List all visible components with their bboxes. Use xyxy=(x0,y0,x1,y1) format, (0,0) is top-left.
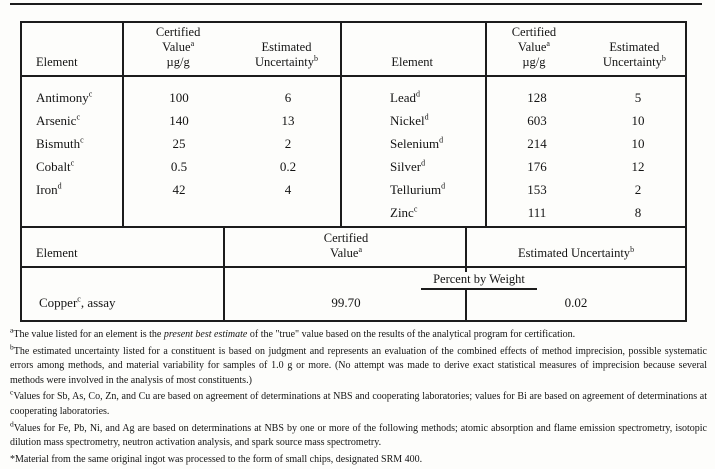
header-label: Estimated xyxy=(609,40,660,54)
certified-value: 99.70 xyxy=(331,295,361,310)
element-name: Cobalt$^c$ xyxy=(36,158,75,174)
half-divider xyxy=(340,23,342,226)
certified-value: 128 xyxy=(527,90,547,105)
certified-value: 100 xyxy=(169,90,189,105)
uncertainty-value: 5 xyxy=(634,90,642,105)
table-row xyxy=(22,155,342,178)
element-name: Copper$^c$, assay xyxy=(39,294,116,310)
certified-value: 153 xyxy=(527,182,547,197)
element-name: Iron$^d$ xyxy=(36,181,62,197)
element-name: Lead$^d$ xyxy=(390,89,420,105)
table-row xyxy=(342,178,689,201)
uncertainty-value: 10 xyxy=(631,136,645,151)
header-uncertainty-right xyxy=(584,23,685,75)
header-uncertainty xyxy=(467,228,685,266)
uncertainty-value: 4 xyxy=(284,182,292,197)
certified-value: 42 xyxy=(172,182,186,197)
header-certified-left xyxy=(123,23,232,75)
header-certified-right xyxy=(484,23,583,75)
assay-header-row xyxy=(22,228,685,268)
uncertainty-value: 6 xyxy=(284,90,292,105)
table-row xyxy=(342,86,689,109)
footnote-d: $^d$Values for Fe, Pb, Ni, and Ag are based on determinations at NBS by one or more of the following methods; atomic absorption and flame emission spectrometry, isotopic dilution mass spectrometry, neutron activation analysis, and spark source mass spectrometry. xyxy=(10,419,707,449)
header-element xyxy=(22,228,225,266)
table-row xyxy=(22,86,342,109)
element-name: Zinc$^c$ xyxy=(390,204,418,220)
certified-value: 111 xyxy=(527,205,547,220)
header-label: Element xyxy=(391,55,434,69)
footnote-a: $^a$The value listed for an element is the present best estimate of the "true" value based on the results of the analytical program for certification. xyxy=(10,325,576,340)
certified-value: 176 xyxy=(527,159,547,174)
uncertainty-value: 2 xyxy=(634,182,642,197)
header-element-right xyxy=(340,23,484,75)
element-name: Bismuth$^c$ xyxy=(36,135,84,151)
table-row xyxy=(22,132,342,155)
header-label: Element xyxy=(36,246,78,260)
header-label: Uncertainty$^b$ xyxy=(602,53,666,69)
percent-by-weight-label: Percent by Weight xyxy=(223,272,689,290)
header-label: Certified xyxy=(323,231,369,245)
uncertainty-value: 8 xyxy=(634,205,642,220)
header-label: Value$^a$ xyxy=(517,38,550,54)
footnote-marker: c xyxy=(10,388,14,398)
uncertainty-value: 10 xyxy=(631,113,645,128)
uncertainty-value: 0.02 xyxy=(564,295,588,310)
table-row xyxy=(22,178,342,201)
footnote-marker: a xyxy=(10,325,14,335)
header-label: Certified xyxy=(155,25,201,39)
right-half-table xyxy=(342,86,689,224)
column-divider xyxy=(485,23,487,226)
footnote-c: $^c$Values for Sb, As, Co, Zn, and Cu are based on agreement of determinations at NBS and cooperating laboratories; values for Bi are based on agreement of determinations at cooperating laboratories. xyxy=(10,388,707,417)
uncertainty-value: 12 xyxy=(631,159,645,174)
uncertainty-value: 0.2 xyxy=(279,159,297,174)
header-label: Value$^a$ xyxy=(329,244,363,260)
element-name: Arsenic$^c$ xyxy=(36,112,80,128)
element-name: Silver$^d$ xyxy=(390,158,426,174)
footnote-star: *Material from the same original ingot was processed to the form of small chips, designated SRM 400. xyxy=(10,453,423,465)
footnote-marker: * xyxy=(10,453,15,465)
certified-value: 0.5 xyxy=(170,159,188,174)
table-row xyxy=(342,155,689,178)
certified-value: 214 xyxy=(527,136,547,151)
table-row xyxy=(342,132,689,155)
table-row xyxy=(342,201,689,224)
left-half-table xyxy=(22,86,342,224)
header-label: Value$^a$ xyxy=(162,38,195,54)
footnote-marker: b xyxy=(10,342,14,352)
footnotes xyxy=(10,325,707,469)
uncertainty-value: 2 xyxy=(284,136,292,151)
header-label: Element xyxy=(36,55,78,69)
uncertainty-value: 13 xyxy=(281,113,295,128)
header-unit: µg/g xyxy=(166,55,190,69)
footnote-marker: d xyxy=(10,419,14,429)
certificate-table xyxy=(20,21,687,322)
header-label: Certified xyxy=(511,25,557,39)
upper-section xyxy=(22,23,685,228)
header-label: Uncertainty$^b$ xyxy=(254,53,318,69)
certified-value: 603 xyxy=(527,113,547,128)
element-name: Tellurium$^d$ xyxy=(390,181,446,197)
element-name: Selenium$^d$ xyxy=(390,135,444,151)
header-unit: µg/g xyxy=(522,55,546,69)
header-label: Estimated Uncertainty$^b$ xyxy=(517,244,635,260)
element-name: Nickel$^d$ xyxy=(390,112,429,128)
certified-value: 140 xyxy=(169,113,189,128)
column-divider xyxy=(122,23,124,226)
header-label: Estimated xyxy=(261,40,312,54)
footnote-b: $^b$The estimated uncertainty listed for a constituent is based on judgment and represents an evaluation of the combined effects of method imprecision, possible systematic errors among methods, and material variability for samples of 1.0 g or more. (No attempt was made to derive exact statistical measures of imprecision because several methods were involved in the analysis of most constituents.) xyxy=(10,342,707,386)
element-name: Antimony$^c$ xyxy=(36,89,93,105)
assay-section xyxy=(22,228,685,320)
certified-value: 25 xyxy=(172,136,186,151)
header-uncertainty-left xyxy=(233,23,340,75)
top-rule xyxy=(10,3,702,5)
header-element-left xyxy=(22,23,123,75)
table-row xyxy=(342,109,689,132)
header-certified xyxy=(225,228,467,266)
table-row xyxy=(22,109,342,132)
